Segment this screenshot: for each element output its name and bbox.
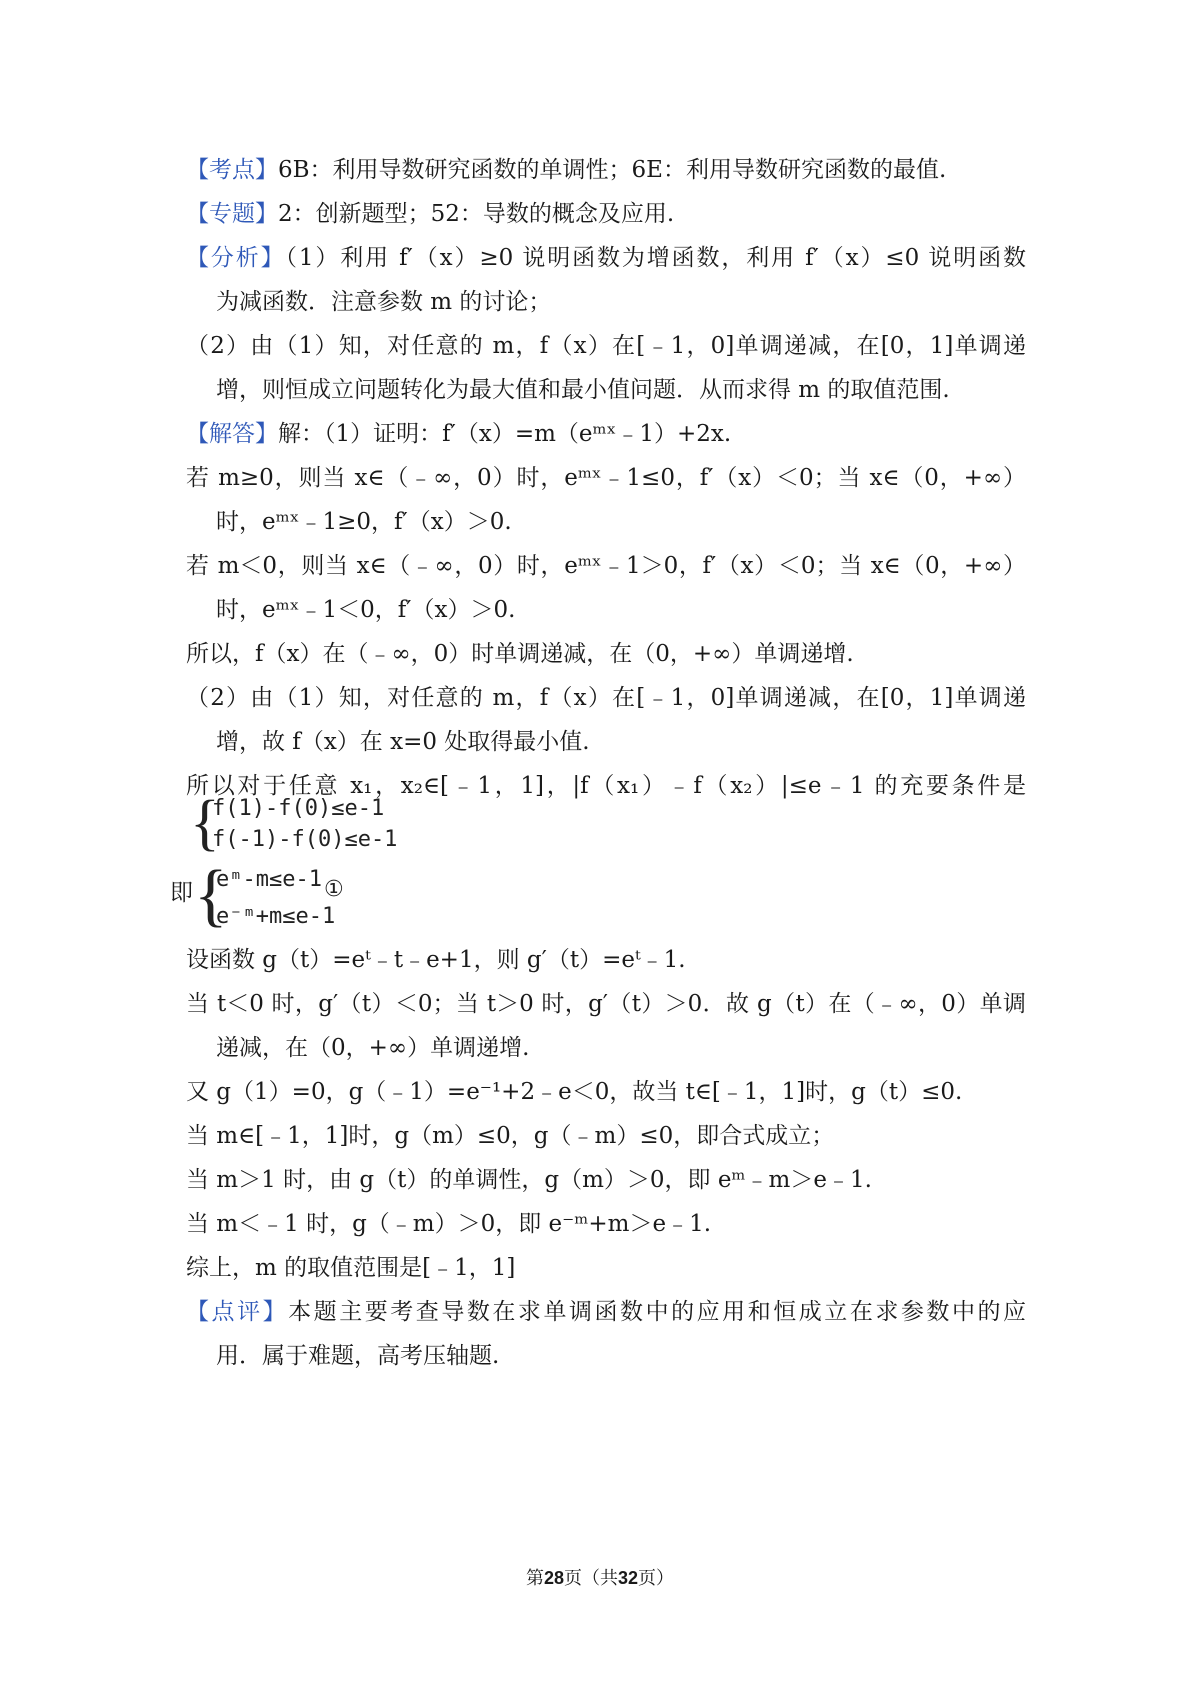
solution-text-1: 解：（1）证明：f′（x）=m（eᵐˣ﹣1）+2x. <box>278 421 732 447</box>
footer-mid: 页（共 <box>564 1568 618 1589</box>
solution-tag: 【解答】 <box>186 421 278 447</box>
solution-line-11: 当 t＜0 时，g′（t）＜0；当 t＞0 时，g′（t）＞0．故 g（t）在（﹣∞，0）单调 <box>186 991 1026 1017</box>
analysis-line-1 <box>186 243 1026 273</box>
kaodian-text: 6B：利用导数研究函数的单调性；6E：利用导数研究函数的最值. <box>278 157 947 183</box>
system1-row-2: f(-1)-f(0)≤e-1 <box>212 827 398 852</box>
solution-line-17: 综上，m 的取值范围是[﹣1，1] <box>186 1255 516 1281</box>
analysis-line-3: （2）由（1）知，对任意的 m，f（x）在[﹣1，0]单调递减，在[0，1]单调递 <box>186 333 1026 359</box>
system2-row-1: eᵐ-m≤e-1 <box>216 867 322 892</box>
ji-label: 即 <box>170 880 193 906</box>
solution-line-4: 若 m＜0，则当 x∈（﹣∞，0）时，eᵐˣ﹣1＞0，f′（x）＜0；当 x∈（0，+∞） <box>186 553 1026 579</box>
system1-row-1: f(1)-f(0)≤e-1 <box>212 796 385 821</box>
solution-line-13: 又 g（1）=0，g（﹣1）=e⁻¹+2﹣e＜0，故当 t∈[﹣1，1]时，g（t）≤0. <box>186 1079 963 1105</box>
footer-suffix: 页） <box>638 1568 675 1589</box>
total-page-number: 32 <box>618 1568 639 1588</box>
review-text-1: 本题主要考查导数在求单调函数中的应用和恒成立在求参数中的应 <box>288 1299 1026 1325</box>
circled-one-marker: ① <box>324 877 344 902</box>
solution-line-7: （2）由（1）知，对任意的 m，f（x）在[﹣1，0]单调递减，在[0，1]单调递 <box>186 685 1026 711</box>
solution-line-12: 递减，在（0，+∞）单调递增. <box>216 1035 530 1061</box>
solution-line-10: 设函数 g（t）=eᵗ﹣t﹣e+1，则 g′（t）=eᵗ﹣1. <box>186 947 686 973</box>
solution-line-8: 增，故 f（x）在 x=0 处取得最小值. <box>216 729 590 755</box>
left-brace-icon: { <box>194 857 228 934</box>
solution-line-16: 当 m＜﹣1 时，g（﹣m）＞0，即 e⁻ᵐ+m＞e﹣1. <box>186 1211 712 1237</box>
left-brace-icon: { <box>190 789 220 857</box>
solution-line-15: 当 m＞1 时，由 g（t）的单调性，g（m）＞0，即 eᵐ﹣m＞e﹣1. <box>186 1167 872 1193</box>
analysis-line-2: 为减函数．注意参数 m 的讨论； <box>216 289 552 315</box>
review-line-1 <box>186 1297 1026 1327</box>
page-footer <box>0 1566 1200 1591</box>
zhuanti-tag: 【专题】 <box>186 201 278 227</box>
solution-line-14: 当 m∈[﹣1，1]时，g（m）≤0，g（﹣m）≤0，即合式成立； <box>186 1123 835 1149</box>
analysis-tag: 【分析】 <box>186 245 286 271</box>
system2-row-2: e⁻ᵐ+m≤e-1 <box>216 904 336 929</box>
review-tag: 【点评】 <box>186 1299 289 1325</box>
solution-line-6: 所以，f（x）在（﹣∞，0）时单调递减，在（0，+∞）单调递增. <box>186 641 854 667</box>
solution-line-3: 时，eᵐˣ﹣1≥0，f′（x）＞0. <box>216 509 512 535</box>
footer-prefix: 第 <box>525 1568 544 1589</box>
solution-line-5: 时，eᵐˣ﹣1＜0，f′（x）＞0. <box>216 597 516 623</box>
analysis-text-1: （1）利用 f′（x）≥0 说明函数为增函数，利用 f′（x）≤0 说明函数 <box>285 245 1026 271</box>
current-page-number: 28 <box>543 1568 564 1588</box>
zhuanti-text: 2：创新题型；52：导数的概念及应用. <box>278 201 675 227</box>
analysis-line-4: 增，则恒成立问题转化为最大值和最小值问题．从而求得 m 的取值范围. <box>216 377 950 403</box>
solution-line-9: 所以对于任意 x₁，x₂∈[﹣1，1]，|f（x₁）﹣f（x₂）|≤e﹣1 的充要条件是 <box>186 773 1026 799</box>
zhuanti-line <box>186 199 1026 229</box>
solution-line-2: 若 m≥0，则当 x∈（﹣∞，0）时，eᵐˣ﹣1≤0，f′（x）＜0；当 x∈（0，+∞） <box>186 465 1026 491</box>
kaodian-tag: 【考点】 <box>186 157 278 183</box>
solution-line-1 <box>186 419 1026 449</box>
kaodian-line <box>186 155 1026 185</box>
review-line-2: 用．属于难题，高考压轴题. <box>216 1343 500 1369</box>
